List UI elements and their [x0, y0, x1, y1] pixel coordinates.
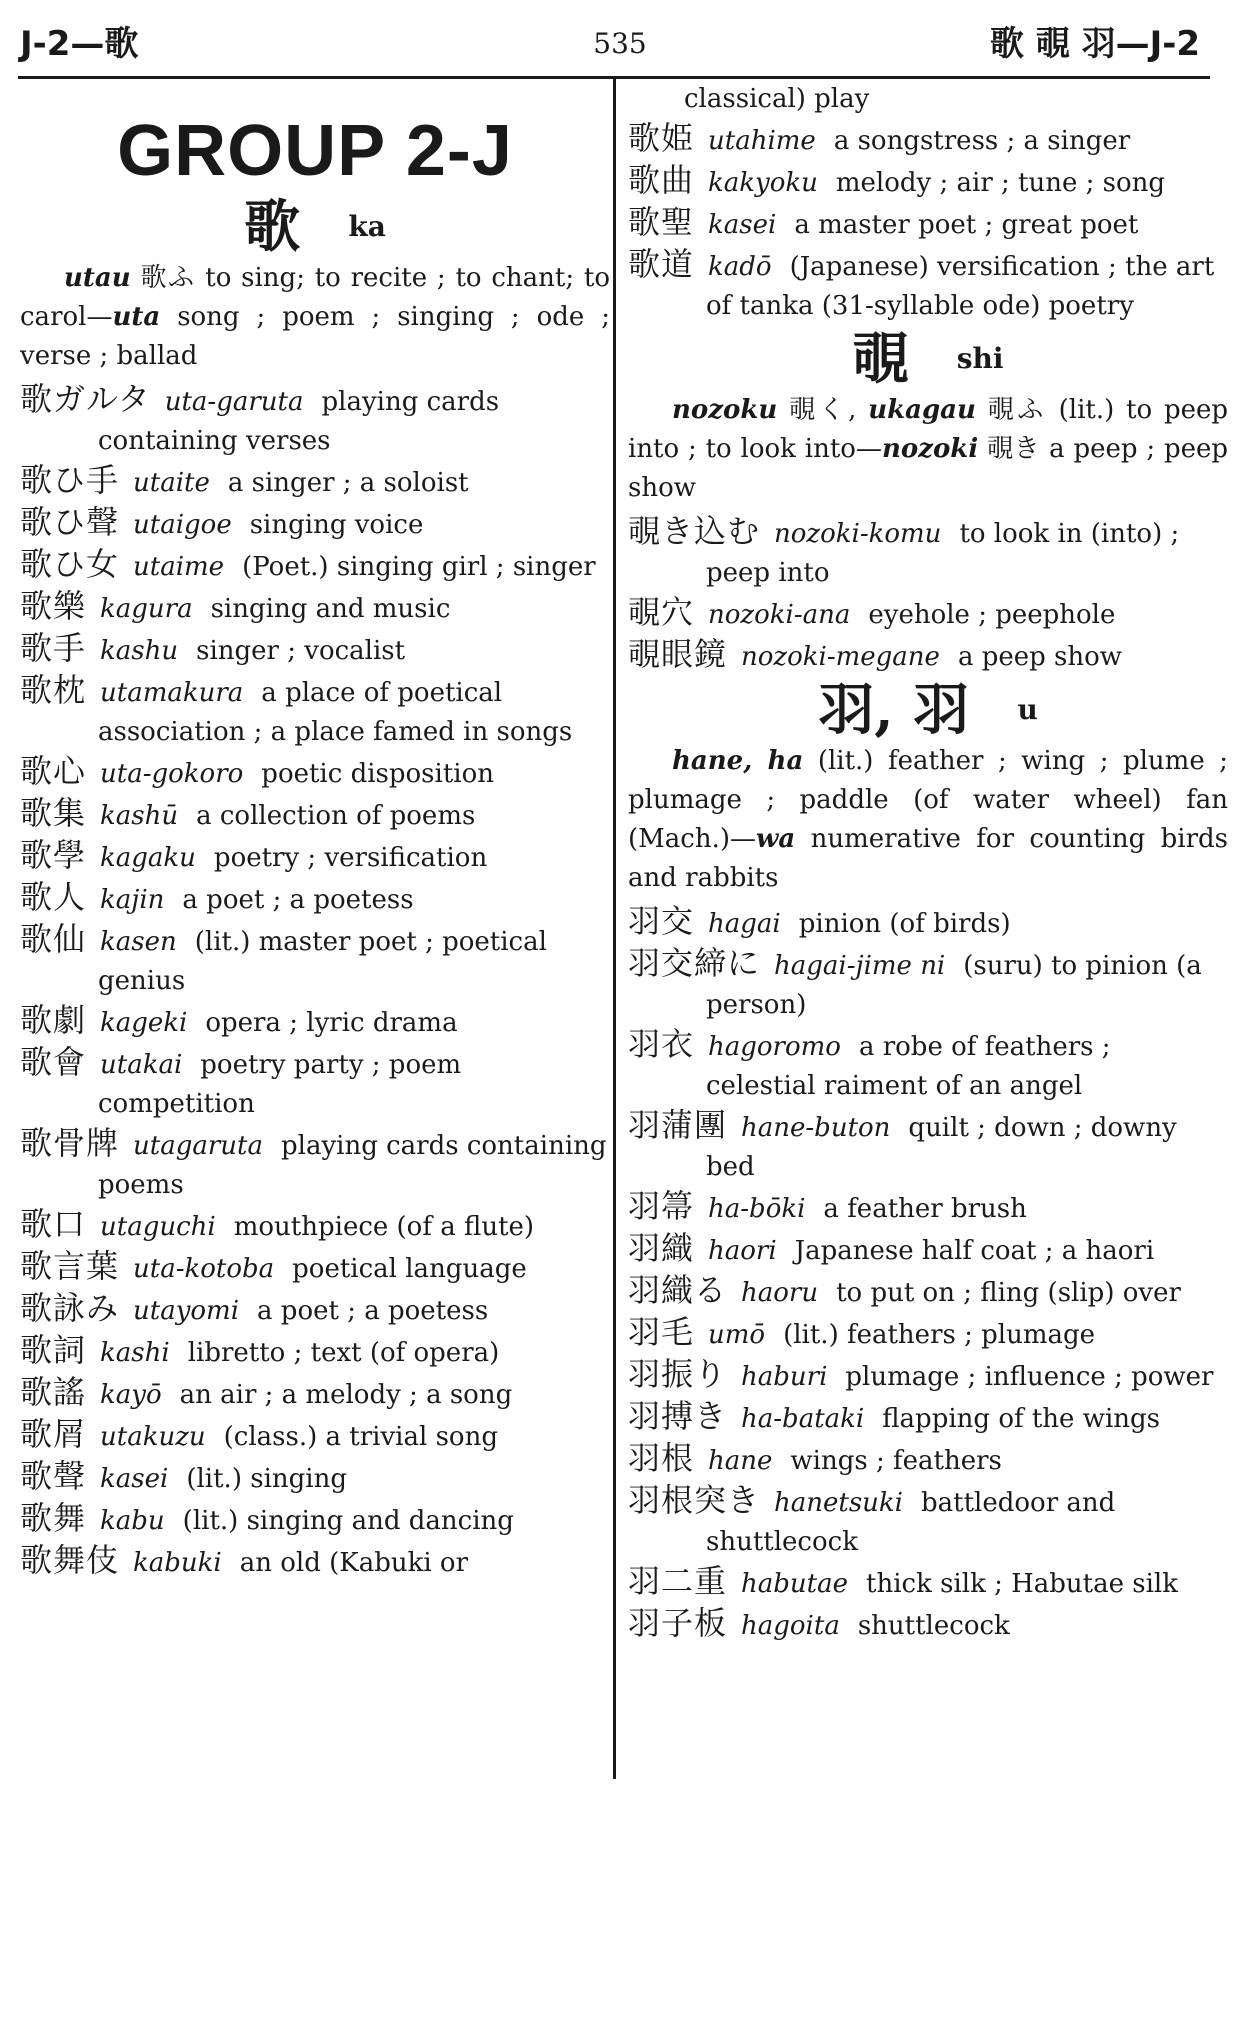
dictionary-entry: [628, 1355, 1228, 1397]
kun-reading: uta: [112, 302, 161, 332]
entry-romaji: habutae: [741, 1569, 848, 1599]
entry-romaji: utakuzu: [100, 1422, 206, 1452]
entry-definition: singing voice: [249, 510, 424, 540]
character-gloss: nozoku 覗く, ukagau 覗ふ (lit.) to peep into ; to look into—nozoki 覗き a peep ; peep show: [628, 395, 1229, 503]
entry-romaji: utaite: [133, 468, 210, 498]
entry-definition: a robe of feathers ; celestial raiment of an angel: [706, 1032, 1111, 1101]
entry-romaji: nozoki-ana: [708, 600, 851, 630]
entry-definition: thick silk ; Habutae silk: [866, 1569, 1178, 1599]
dictionary-entry: [628, 203, 1228, 245]
kun-reading-kana: 覗く: [789, 395, 849, 425]
entry-romaji: uta-gokoro: [100, 759, 244, 789]
entry-kanji: 歌集: [20, 794, 87, 832]
entry-definition: singer ; vocalist: [196, 636, 406, 666]
entry-definition: battledoor and shuttlecock: [706, 1488, 1116, 1557]
entry-definition: quilt ; down ; downy bed: [706, 1113, 1177, 1182]
dictionary-entry: [20, 1331, 610, 1373]
entry-definition: melody ; air ; tune ; song: [835, 168, 1166, 198]
entry-definition: playing cards containing poems: [98, 1131, 607, 1200]
entry-romaji: kagaku: [100, 843, 196, 873]
kun-reading-kana: 覗き: [987, 434, 1041, 464]
entry-kanji: 歌ひ手: [20, 461, 120, 499]
dictionary-entry: [628, 512, 1228, 593]
dictionary-entry: [20, 1124, 610, 1205]
kun-reading: utau: [64, 263, 131, 293]
entry-definition: poetical language: [292, 1254, 527, 1284]
dictionary-entry: [628, 1481, 1228, 1562]
entry-kanji: 羽箒: [628, 1187, 695, 1225]
entry-romaji: utaigoe: [133, 510, 232, 540]
entry-definition: pinion (of birds): [798, 909, 1011, 939]
entry-definition: (Poet.) singing girl ; singer: [242, 552, 596, 582]
kun-reading: nozoku: [672, 395, 778, 425]
entry-definition: to look in (into) ; peep into: [706, 519, 1180, 588]
entry-romaji: nozoki-komu: [774, 519, 942, 549]
entry-kanji: 歌詞: [20, 1331, 87, 1369]
dictionary-entry: [20, 587, 610, 629]
dictionary-entry: [628, 1025, 1228, 1106]
entry-definition: (lit.) feathers ; plumage: [783, 1320, 1096, 1350]
entry-definition: mouthpiece (of a flute): [233, 1212, 535, 1242]
gloss-text: to sing; to recite ; to chant; to carol—: [20, 263, 610, 332]
entry-romaji: kageki: [100, 1008, 188, 1038]
dictionary-entry: [20, 545, 610, 587]
dictionary-entry: [20, 629, 610, 671]
entry-kanji: 歌ひ女: [20, 545, 120, 583]
dictionary-entry: [20, 1289, 610, 1331]
gloss-text: a peep ; peep show: [628, 434, 1229, 503]
entry-kanji: 歌聖: [628, 203, 695, 241]
entry-kanji: 羽根: [628, 1439, 695, 1477]
kun-reading: wa: [755, 824, 796, 854]
entry-definition: (Japanese) versification ; the art of tanka (31-syllable ode) poetry: [706, 252, 1215, 321]
dictionary-entry: [628, 944, 1228, 1025]
entry-romaji: hagai-jime ni: [774, 951, 946, 981]
entry-romaji: kashu: [100, 636, 179, 666]
entry-definition: wings ; feathers: [790, 1446, 1002, 1476]
page-number: 535: [593, 27, 647, 60]
entry-kanji: 羽交締に: [628, 944, 761, 982]
entry-kanji: 歌心: [20, 752, 87, 790]
entry-definition: a singer ; a soloist: [227, 468, 469, 498]
entry-definition: Japanese half coat ; a haori: [794, 1236, 1155, 1266]
kun-reading: ukagau: [868, 395, 976, 425]
entry-romaji: kasei: [100, 1464, 169, 1494]
entry-definition: a poet ; a poetess: [257, 1296, 489, 1326]
entry-kanji: 歌會: [20, 1043, 87, 1081]
kun-reading: nozoki: [881, 434, 979, 464]
entry-kanji: 歌舞: [20, 1499, 87, 1537]
entry-definition: a place of poetical association ; a place famed in songs: [98, 678, 573, 747]
left-column: [20, 80, 610, 1583]
right-column: [628, 80, 1228, 1646]
entry-kanji: 歌人: [20, 878, 87, 916]
entry-romaji: utakai: [100, 1050, 183, 1080]
entry-kanji: 羽織: [628, 1229, 695, 1267]
entry-romaji: haori: [708, 1236, 777, 1266]
entry-romaji: umō: [708, 1320, 766, 1350]
entry-definition: an old (Kabuki or: [239, 1548, 468, 1578]
entry-definition: eyehole ; peephole: [868, 600, 1116, 630]
entry-romaji: hanetsuki: [774, 1488, 903, 1518]
character-gloss: [628, 742, 1228, 898]
entry-romaji: kadō: [708, 252, 772, 282]
character-heading: [20, 194, 610, 259]
dictionary-entry: [20, 1541, 610, 1583]
entry-romaji: utaguchi: [100, 1212, 216, 1242]
entry-romaji: kashū: [100, 801, 179, 831]
entry-romaji: uta-garuta: [164, 387, 304, 417]
dictionary-entry: [628, 1106, 1228, 1187]
entry-romaji: haoru: [741, 1278, 819, 1308]
running-header-right: 歌 覗 羽—J-2: [989, 24, 1200, 64]
dictionary-entry: [20, 836, 610, 878]
entry-kanji: 羽子板: [628, 1604, 728, 1642]
dictionary-entry: [20, 878, 610, 920]
entry-romaji: utahime: [708, 126, 816, 156]
entry-definition: to put on ; fling (slip) over: [836, 1278, 1181, 1308]
dictionary-entry: [20, 1373, 610, 1415]
entry-kanji: 歌枕: [20, 671, 87, 709]
entry-definition: (lit.) singing and dancing: [182, 1506, 514, 1536]
on-reading: ka: [348, 210, 386, 243]
entry-kanji: 歌曲: [628, 161, 695, 199]
entry-romaji: hagai: [708, 909, 781, 939]
dictionary-entry: [20, 920, 610, 1001]
gloss-text: song ; poem ; singing ; ode ; verse ; ballad: [20, 302, 610, 371]
dictionary-entry: [20, 1457, 610, 1499]
entry-definition: plumage ; influence ; power: [845, 1362, 1214, 1392]
entry-romaji: ha-bataki: [741, 1404, 865, 1434]
dictionary-entry: [628, 1271, 1228, 1313]
gloss-text: (lit.) feather ; wing ; plume ; plumage ; paddle (of water wheel) fan (Mach.)—: [628, 746, 1228, 854]
entry-kanji: 歌口: [20, 1205, 87, 1243]
entry-definition: a collection of poems: [196, 801, 476, 831]
entry-list: [628, 902, 1228, 1646]
character-heading: [628, 326, 1228, 391]
entry-kanji: 羽蒲團: [628, 1106, 728, 1144]
entry-kanji: 歌學: [20, 836, 87, 874]
on-reading: shi: [956, 342, 1004, 375]
dictionary-entry: [20, 1001, 610, 1043]
column-divider: [613, 79, 616, 1779]
entry-definition: flapping of the wings: [882, 1404, 1161, 1434]
entry-romaji: hane-buton: [741, 1113, 891, 1143]
running-header-left: J-2—歌: [20, 24, 139, 64]
entry-kanji: 歌詠み: [20, 1289, 120, 1327]
entry-kanji: 覗穴: [628, 593, 695, 631]
entry-romaji: hagoita: [741, 1611, 840, 1641]
entry-romaji: kagura: [100, 594, 193, 624]
dictionary-entry: [20, 1499, 610, 1541]
entry-kanji: 歌ガルタ: [20, 380, 151, 418]
entry-kanji: 歌ひ聲: [20, 503, 120, 541]
entry-romaji: kasei: [708, 210, 777, 240]
entry-list: [628, 512, 1228, 677]
entry-list: [628, 119, 1228, 326]
entry-kanji: 歌仙: [20, 920, 87, 958]
entry-definition: (lit.) master poet ; poetical genius: [98, 927, 547, 996]
group-title: GROUP 2-J: [117, 111, 513, 191]
dictionary-entry: [20, 1043, 610, 1124]
entry-romaji: utagaruta: [133, 1131, 263, 1161]
entry-definition: an air ; a melody ; a song: [179, 1380, 513, 1410]
entry-definition: poetry party ; poem competition: [98, 1050, 462, 1119]
dictionary-entry: [628, 245, 1228, 326]
entry-romaji: haburi: [741, 1362, 828, 1392]
entry-kanji: 羽搏き: [628, 1397, 728, 1435]
dictionary-entry: [628, 1397, 1228, 1439]
character-heading: [628, 677, 1228, 742]
entry-romaji: kabu: [100, 1506, 165, 1536]
entry-romaji: ha-bōki: [708, 1194, 806, 1224]
character-gloss: [20, 259, 610, 376]
dictionary-entry: [20, 380, 610, 461]
entry-definition: poetic disposition: [261, 759, 494, 789]
entry-kanji: 歌劇: [20, 1001, 87, 1039]
dictionary-entry: [628, 635, 1228, 677]
dictionary-entry: [20, 1415, 610, 1457]
dictionary-entry: [628, 902, 1228, 944]
entry-kanji: 羽二重: [628, 1562, 728, 1600]
gloss-text: numerative for counting birds and rabbits: [628, 824, 1229, 893]
entry-kanji: 歌聲: [20, 1457, 87, 1495]
entry-definition: a feather brush: [823, 1194, 1027, 1224]
entry-definition: a master poet ; great poet: [794, 210, 1139, 240]
entry-kanji: 羽振り: [628, 1355, 728, 1393]
entry-kanji: 歌樂: [20, 587, 87, 625]
entry-romaji: kakyoku: [708, 168, 818, 198]
entry-romaji: kasen: [100, 927, 177, 957]
dictionary-entry: [628, 1229, 1228, 1271]
entry-kanji: 覗き込む: [628, 512, 761, 550]
entry-romaji: hagoromo: [708, 1032, 841, 1062]
entry-definition: (class.) a trivial song: [223, 1422, 498, 1452]
entry-kanji: 歌屑: [20, 1415, 87, 1453]
entry-definition: playing cards containing verses: [98, 387, 500, 456]
entry-kanji: 羽交: [628, 902, 695, 940]
entry-kanji: 歌手: [20, 629, 87, 667]
entry-definition: (suru) to pinion (a person): [706, 951, 1202, 1020]
entry-definition: shuttlecock: [857, 1611, 1010, 1641]
dictionary-entry: [20, 794, 610, 836]
entry-definition: opera ; lyric drama: [205, 1008, 458, 1038]
continued-entry: classical) play: [684, 84, 870, 114]
entry-kanji: 羽毛: [628, 1313, 695, 1351]
entry-romaji: hane: [708, 1446, 773, 1476]
entry-kanji: 歌骨牌: [20, 1124, 120, 1162]
entry-kanji: 羽織る: [628, 1271, 728, 1309]
dictionary-entry: [628, 1313, 1228, 1355]
entry-kanji: 歌舞伎: [20, 1541, 120, 1579]
entry-definition: a poet ; a poetess: [182, 885, 414, 915]
entry-definition: poetry ; versification: [213, 843, 488, 873]
dictionary-entry: [628, 161, 1228, 203]
dictionary-entry: [628, 1604, 1228, 1646]
dictionary-entry: [628, 1562, 1228, 1604]
dictionary-entry: [20, 1205, 610, 1247]
head-character: 羽, 羽: [818, 677, 970, 743]
entry-romaji: utaime: [133, 552, 225, 582]
kun-reading: hane, ha: [672, 746, 804, 776]
entry-definition: a peep show: [957, 642, 1123, 672]
entry-kanji: 覗眼鏡: [628, 635, 728, 673]
entry-romaji: kajin: [100, 885, 165, 915]
entry-kanji: 羽衣: [628, 1025, 695, 1063]
entry-definition: singing and music: [210, 594, 451, 624]
head-character: 覗: [852, 326, 909, 392]
dictionary-entry: [628, 593, 1228, 635]
entry-kanji: 歌言葉: [20, 1247, 120, 1285]
kun-reading-kana: 歌ふ: [140, 263, 196, 293]
entry-romaji: nozoki-megane: [741, 642, 940, 672]
head-character: 歌: [244, 194, 301, 260]
dictionary-entry: [628, 119, 1228, 161]
dictionary-entry: [20, 671, 610, 752]
dictionary-entry: [20, 503, 610, 545]
entry-romaji: kabuki: [133, 1548, 222, 1578]
entry-definition: a songstress ; a singer: [833, 126, 1131, 156]
entry-definition: libretto ; text (of opera): [187, 1338, 500, 1368]
kun-reading-kana: 覗ふ: [987, 395, 1047, 425]
entry-romaji: utamakura: [100, 678, 244, 708]
entry-romaji: utayomi: [133, 1296, 240, 1326]
gloss-text: (lit.) to peep into ; to look into—: [628, 395, 1229, 464]
entry-kanji: 歌道: [628, 245, 695, 283]
entry-kanji: 羽根突き: [628, 1481, 761, 1519]
dictionary-entry: [628, 1439, 1228, 1481]
entry-romaji: uta-kotoba: [133, 1254, 275, 1284]
entry-list: [20, 380, 610, 1583]
entry-kanji: 歌姫: [628, 119, 695, 157]
dictionary-entry: [628, 1187, 1228, 1229]
dictionary-entry: [20, 1247, 610, 1289]
on-reading: u: [1017, 693, 1038, 726]
entry-kanji: 歌謠: [20, 1373, 87, 1411]
dictionary-entry: [20, 752, 610, 794]
entry-romaji: kashi: [100, 1338, 170, 1368]
entry-definition: (lit.) singing: [186, 1464, 347, 1494]
entry-romaji: kayō: [100, 1380, 162, 1410]
dictionary-entry: [20, 461, 610, 503]
